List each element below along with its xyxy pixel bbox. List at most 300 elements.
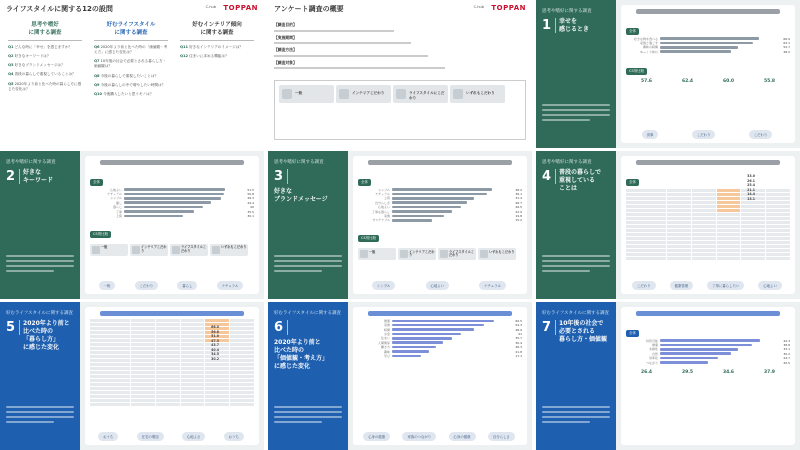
slide-q5[interactable] bbox=[0, 302, 264, 450]
table-cell bbox=[181, 371, 205, 374]
bar bbox=[392, 333, 461, 336]
table-cell bbox=[131, 351, 155, 354]
toc-item-text: 2020年より前と比べた時の「価値観・考え方」に感じた変化は？ bbox=[94, 45, 168, 55]
bar-track bbox=[124, 201, 242, 204]
slide-q4[interactable] bbox=[536, 151, 800, 299]
table-cell bbox=[692, 245, 716, 248]
table-cell bbox=[667, 225, 691, 228]
bar-value: 17.1 bbox=[515, 353, 522, 358]
row-label bbox=[626, 201, 666, 204]
slide-q7[interactable] bbox=[536, 302, 800, 450]
bar-label: ナチュラル bbox=[375, 191, 390, 196]
question-title: 幸せを 感じるとき bbox=[559, 18, 590, 34]
description-text bbox=[542, 255, 610, 291]
table-cell bbox=[717, 209, 741, 212]
bar-value: 31.4 bbox=[515, 196, 522, 201]
table-cell bbox=[230, 339, 254, 342]
slide-q2[interactable] bbox=[0, 151, 264, 299]
category-chip bbox=[358, 248, 396, 260]
bar-row bbox=[358, 205, 522, 209]
value-column bbox=[211, 325, 219, 361]
bar-track bbox=[392, 215, 510, 218]
tag-button[interactable]: 健康管理 bbox=[670, 281, 694, 290]
table-cell bbox=[766, 257, 790, 260]
table-cell bbox=[667, 257, 691, 260]
description-text bbox=[274, 406, 342, 442]
row-label bbox=[90, 379, 130, 382]
tag-button[interactable]: こだわり bbox=[632, 281, 656, 290]
row-label bbox=[90, 351, 130, 354]
table-cell bbox=[131, 319, 155, 322]
table-cell bbox=[230, 395, 254, 398]
tag-button[interactable]: 暮らし bbox=[177, 281, 197, 290]
bar-value: 15.2 bbox=[515, 218, 522, 223]
tag-button[interactable]: 在宅の増加 bbox=[137, 432, 164, 441]
bar-label: ゆっくり休む bbox=[640, 49, 658, 54]
question-panel bbox=[268, 151, 348, 299]
value-column bbox=[747, 174, 755, 201]
bar-row bbox=[626, 356, 790, 360]
row-label bbox=[90, 383, 130, 386]
row-label bbox=[90, 331, 130, 334]
table-row bbox=[90, 355, 254, 358]
bar bbox=[660, 352, 731, 355]
tag-buttons bbox=[358, 432, 522, 441]
bar-label: サステナブル bbox=[372, 218, 390, 223]
bar-label: 時間 bbox=[383, 327, 390, 332]
table-cell bbox=[156, 403, 180, 406]
bar bbox=[124, 193, 224, 196]
tag-button[interactable]: 心地よさ bbox=[182, 432, 206, 441]
row-value: 51.0 bbox=[211, 334, 219, 338]
table-cell bbox=[692, 201, 716, 204]
row-label bbox=[626, 221, 666, 224]
table-cell bbox=[741, 205, 765, 208]
toc-item[interactable] bbox=[94, 83, 168, 88]
toc-item[interactable] bbox=[180, 54, 254, 59]
category-thumb bbox=[279, 85, 334, 103]
toc-column bbox=[180, 22, 254, 59]
bar-row bbox=[626, 50, 790, 54]
bar-label: 癒し bbox=[115, 200, 122, 205]
bar-track bbox=[124, 210, 242, 213]
bar-row bbox=[358, 323, 522, 327]
table-cell bbox=[131, 327, 155, 330]
toc-item-text: 住まいに求める機能は？ bbox=[189, 54, 229, 59]
table-cell bbox=[766, 245, 790, 248]
results-card bbox=[621, 307, 795, 445]
toc-item[interactable] bbox=[94, 59, 168, 69]
table-cell bbox=[156, 319, 180, 322]
bar bbox=[660, 50, 731, 53]
category-label: インテリアこだわり bbox=[352, 91, 385, 95]
bar-row bbox=[358, 337, 522, 341]
overview-section-heading: 【調査方法】 bbox=[274, 47, 297, 52]
table-cell bbox=[131, 371, 155, 374]
bar-label: 学び bbox=[383, 353, 390, 358]
row-label bbox=[90, 355, 130, 358]
table-row bbox=[90, 391, 254, 394]
slide-q6[interactable] bbox=[268, 302, 532, 450]
table-cell bbox=[156, 395, 180, 398]
segment-stats bbox=[626, 370, 790, 375]
bar bbox=[392, 324, 484, 327]
question-number: 7 bbox=[542, 320, 556, 335]
bar bbox=[392, 337, 452, 340]
bar-label: 趣味 bbox=[383, 349, 390, 354]
table-cell bbox=[667, 253, 691, 256]
tag-button[interactable]: 食事 bbox=[642, 130, 659, 139]
overall-pill: 全体 bbox=[626, 179, 639, 186]
table-row bbox=[626, 253, 790, 256]
bar-label: 丁寧 bbox=[115, 209, 122, 214]
row-label bbox=[626, 241, 666, 244]
overview-section-heading: 【調査目的】 bbox=[274, 22, 297, 27]
row-label bbox=[90, 327, 130, 330]
tag-button[interactable]: こだわり bbox=[692, 130, 716, 139]
table-cell bbox=[230, 359, 254, 362]
tag-button[interactable]: 心身の健康 bbox=[363, 432, 390, 441]
bar bbox=[392, 188, 492, 191]
bar-row bbox=[90, 201, 254, 205]
bar-track bbox=[124, 193, 242, 196]
toc-item-number: Q10 bbox=[94, 91, 103, 96]
table-cell bbox=[741, 257, 765, 260]
bar-label: 自分らしさ bbox=[374, 200, 390, 205]
description-text bbox=[542, 104, 610, 140]
tag-button[interactable]: 自分らしさ bbox=[488, 432, 515, 441]
row-label bbox=[90, 347, 130, 350]
bar-row bbox=[90, 188, 254, 192]
row-value: 25.4 bbox=[747, 183, 755, 187]
table-cell bbox=[692, 217, 716, 220]
table-cell bbox=[692, 249, 716, 252]
tag-button[interactable]: ナチュラル bbox=[217, 281, 244, 290]
bar-value: 48.9 bbox=[515, 327, 522, 332]
bar-track bbox=[124, 206, 242, 209]
bar bbox=[660, 344, 752, 347]
table-cell bbox=[741, 201, 765, 204]
row-label bbox=[626, 205, 666, 208]
bar bbox=[124, 210, 194, 213]
stat-value: 57.6 bbox=[640, 78, 653, 84]
category-icon bbox=[92, 246, 100, 254]
row-label bbox=[626, 245, 666, 248]
table-cell bbox=[230, 379, 254, 382]
table-cell bbox=[156, 347, 180, 350]
slide-overview[interactable] bbox=[268, 0, 532, 148]
toc-item[interactable] bbox=[94, 74, 168, 79]
bar bbox=[392, 355, 421, 358]
bar bbox=[660, 357, 718, 360]
table-cell bbox=[156, 367, 180, 370]
bar-track bbox=[660, 344, 778, 347]
segment-stat bbox=[641, 79, 652, 84]
table-cell bbox=[230, 399, 254, 402]
bar-row bbox=[358, 197, 522, 201]
table-cell bbox=[667, 241, 691, 244]
bar-track bbox=[392, 188, 510, 191]
bar bbox=[392, 210, 452, 213]
tag-button[interactable]: こだわり bbox=[749, 130, 773, 139]
table-row bbox=[626, 229, 790, 232]
table-cell bbox=[667, 189, 691, 192]
table-row bbox=[90, 371, 254, 374]
toc-item[interactable] bbox=[8, 45, 82, 50]
table-cell bbox=[766, 225, 790, 228]
tag-button[interactable]: シンプル bbox=[372, 281, 395, 290]
results-card bbox=[621, 156, 795, 294]
text-line bbox=[274, 55, 428, 57]
table-row bbox=[626, 233, 790, 236]
bar bbox=[392, 320, 494, 323]
toc-item[interactable] bbox=[94, 45, 168, 55]
table-cell bbox=[667, 217, 691, 220]
toc-item-number: Q6 bbox=[94, 45, 100, 50]
overview-section bbox=[274, 35, 524, 45]
table-cell bbox=[181, 319, 205, 322]
table-cell bbox=[667, 245, 691, 248]
brand-logo: TOPPAN bbox=[223, 4, 258, 12]
bar-value: 51.5 bbox=[247, 187, 254, 192]
table-cell bbox=[230, 323, 254, 326]
table-cell bbox=[205, 391, 229, 394]
stat-value: 60.0 bbox=[722, 78, 735, 84]
table-row bbox=[90, 367, 254, 370]
category-chip bbox=[170, 244, 208, 256]
slide-toc[interactable] bbox=[0, 0, 264, 148]
table-cell bbox=[741, 233, 765, 236]
toc-column-title: 好むライフスタイル に関する調査 bbox=[94, 22, 168, 41]
bar-row bbox=[358, 188, 522, 192]
bar-value: 48.2 bbox=[783, 49, 790, 54]
table-cell bbox=[156, 375, 180, 378]
table-cell bbox=[131, 323, 155, 326]
table-cell bbox=[717, 213, 741, 216]
bar-row bbox=[358, 341, 522, 345]
bar-chart bbox=[358, 188, 522, 222]
table-cell bbox=[741, 225, 765, 228]
category-thumb bbox=[450, 85, 505, 103]
row-label bbox=[626, 229, 666, 232]
results-area bbox=[348, 302, 532, 450]
results-area bbox=[616, 302, 800, 450]
tag-button[interactable]: ナチュラル bbox=[479, 281, 506, 290]
question-band bbox=[368, 160, 512, 165]
bar-label: 上質 bbox=[383, 196, 390, 201]
table-cell bbox=[692, 209, 716, 212]
table-cell bbox=[717, 229, 741, 232]
cs-compare-pill: CS別比較 bbox=[358, 235, 379, 242]
slide-q3[interactable] bbox=[268, 151, 532, 299]
bar bbox=[392, 219, 432, 222]
toc-item-text: 普段の暮らしで重視していることは？ bbox=[14, 72, 76, 77]
table-cell bbox=[766, 193, 790, 196]
toc-item-number: Q8 bbox=[94, 73, 100, 78]
category-thumb bbox=[393, 85, 448, 103]
category-icon bbox=[440, 250, 448, 258]
category-thumb bbox=[336, 85, 391, 103]
question-panel bbox=[536, 151, 616, 299]
bar-track bbox=[660, 352, 778, 355]
toc-item-number: Q4 bbox=[8, 72, 14, 77]
cs-compare-pill: CS別比較 bbox=[626, 68, 647, 75]
table-row bbox=[626, 209, 790, 212]
category-thumbs bbox=[275, 81, 525, 111]
question-panel bbox=[0, 302, 80, 450]
category-icon bbox=[212, 246, 220, 254]
category-label: いずれもこだわり bbox=[221, 245, 247, 250]
bar-label: 心地よい bbox=[377, 205, 390, 210]
bar-track bbox=[392, 341, 510, 344]
table-cell bbox=[181, 359, 205, 362]
table-cell bbox=[230, 375, 254, 378]
table-cell bbox=[766, 217, 790, 220]
table-cell bbox=[205, 379, 229, 382]
row-value: 56.8 bbox=[211, 329, 219, 334]
table-cell bbox=[766, 189, 790, 192]
tag-button[interactable]: 心身の健康 bbox=[449, 432, 476, 441]
category-chip bbox=[438, 248, 476, 260]
table-row bbox=[90, 395, 254, 398]
table-cell bbox=[131, 403, 155, 406]
matrix-table bbox=[90, 319, 254, 406]
category-chip bbox=[130, 244, 168, 256]
bar bbox=[660, 46, 738, 49]
bar-label: 暮らし bbox=[112, 205, 122, 210]
table-cell bbox=[717, 225, 741, 228]
table-cell bbox=[156, 371, 180, 374]
toc-item[interactable] bbox=[8, 82, 82, 92]
results-area bbox=[616, 151, 800, 299]
bar-label: 住まい bbox=[380, 336, 390, 341]
table-row bbox=[90, 351, 254, 354]
bar-track bbox=[392, 193, 510, 196]
category-label: ライフスタイルにこだわり bbox=[409, 91, 445, 100]
overview-section bbox=[274, 22, 524, 32]
slide-q1[interactable] bbox=[536, 0, 800, 148]
bar-value: 21.8 bbox=[515, 349, 522, 354]
stat-value: 62.4 bbox=[681, 78, 694, 84]
category-chip bbox=[210, 244, 248, 256]
table-row bbox=[90, 327, 254, 330]
tag-buttons bbox=[626, 130, 790, 139]
bar-track bbox=[392, 328, 510, 331]
text-line bbox=[274, 42, 411, 44]
bar-label: シンプル bbox=[378, 187, 390, 192]
question-title: 2020年より前と 比べた時の 「暮らし方」 に感じた変化 bbox=[23, 320, 70, 352]
table-row bbox=[90, 335, 254, 338]
question-panel bbox=[536, 302, 616, 450]
page-title: アンケート調査の概要 bbox=[274, 5, 344, 13]
bar-track bbox=[660, 42, 778, 45]
bar-label: お金 bbox=[383, 331, 390, 336]
table-cell bbox=[205, 399, 229, 402]
table-cell bbox=[692, 197, 716, 200]
bar-track bbox=[660, 361, 778, 364]
bar-track bbox=[124, 188, 242, 191]
table-row bbox=[626, 241, 790, 244]
toc-item[interactable] bbox=[8, 72, 82, 77]
tag-button[interactable]: こだわり bbox=[135, 281, 159, 290]
bar-track bbox=[392, 333, 510, 336]
table-cell bbox=[741, 217, 765, 220]
row-label bbox=[90, 387, 130, 390]
matrix-table bbox=[626, 189, 790, 260]
bar-chart bbox=[626, 37, 790, 54]
question-band bbox=[100, 311, 244, 316]
tag-button[interactable]: 心地よい bbox=[426, 281, 450, 290]
bar-value: 30.1 bbox=[247, 213, 254, 218]
table-cell bbox=[156, 327, 180, 330]
overall-pill: 全体 bbox=[90, 179, 103, 186]
tag-button[interactable]: 一般 bbox=[99, 281, 116, 290]
table-cell bbox=[205, 367, 229, 370]
category-label: インテリアこだわり bbox=[409, 249, 435, 258]
table-cell bbox=[131, 367, 155, 370]
bar-label: シンプル bbox=[110, 196, 122, 201]
bar-row bbox=[626, 352, 790, 356]
table-cell bbox=[131, 375, 155, 378]
section-tag: 好むライフスタイルに関する調査 bbox=[542, 311, 609, 316]
table-cell bbox=[131, 331, 155, 334]
table-cell bbox=[741, 253, 765, 256]
tag-button[interactable]: 丁寧に暮らしたい bbox=[707, 281, 744, 290]
tag-button[interactable]: おうち bbox=[224, 432, 244, 441]
category-label: 一般 bbox=[295, 91, 303, 95]
row-label bbox=[626, 189, 666, 192]
bar-label: 好きな物を食べる bbox=[633, 36, 658, 41]
table-row bbox=[626, 257, 790, 260]
bar-track bbox=[660, 348, 778, 351]
toc-item[interactable] bbox=[8, 63, 82, 68]
bar-label: 上質 bbox=[115, 213, 122, 218]
section-tag: 思考や嗜好に関する調査 bbox=[542, 9, 592, 14]
bar-chart bbox=[90, 188, 254, 218]
bar-value: 20.5 bbox=[783, 360, 790, 365]
bar-track bbox=[392, 324, 510, 327]
table-row bbox=[626, 249, 790, 252]
bar-row bbox=[90, 210, 254, 214]
toc-item[interactable] bbox=[94, 92, 168, 97]
table-cell bbox=[156, 383, 180, 386]
toc-item-number: Q1 bbox=[8, 45, 14, 50]
results-card bbox=[85, 307, 259, 445]
table-cell bbox=[717, 193, 741, 196]
table-row bbox=[626, 193, 790, 196]
toc-item[interactable] bbox=[8, 54, 82, 59]
tag-button[interactable]: 心地よい bbox=[758, 281, 782, 290]
bar bbox=[392, 350, 429, 353]
bar-label: 効率化 bbox=[648, 356, 658, 361]
table-cell bbox=[667, 249, 691, 252]
toc-item[interactable] bbox=[180, 45, 254, 50]
tag-button[interactable]: おうち bbox=[98, 432, 118, 441]
bar-row bbox=[90, 197, 254, 201]
tag-button[interactable]: 家族のつながり bbox=[402, 432, 436, 441]
bar-row bbox=[358, 214, 522, 218]
table-cell bbox=[156, 363, 180, 366]
bar-value: 41 bbox=[518, 331, 522, 336]
sub-logo: C-hub bbox=[473, 5, 484, 9]
bar-value: 52.7 bbox=[783, 45, 790, 50]
bar bbox=[124, 215, 183, 218]
bar-value: 38.2 bbox=[515, 187, 522, 192]
category-label: 一般 bbox=[369, 249, 376, 254]
table-cell bbox=[667, 229, 691, 232]
table-row bbox=[626, 245, 790, 248]
bar-value: 40 bbox=[250, 205, 254, 210]
